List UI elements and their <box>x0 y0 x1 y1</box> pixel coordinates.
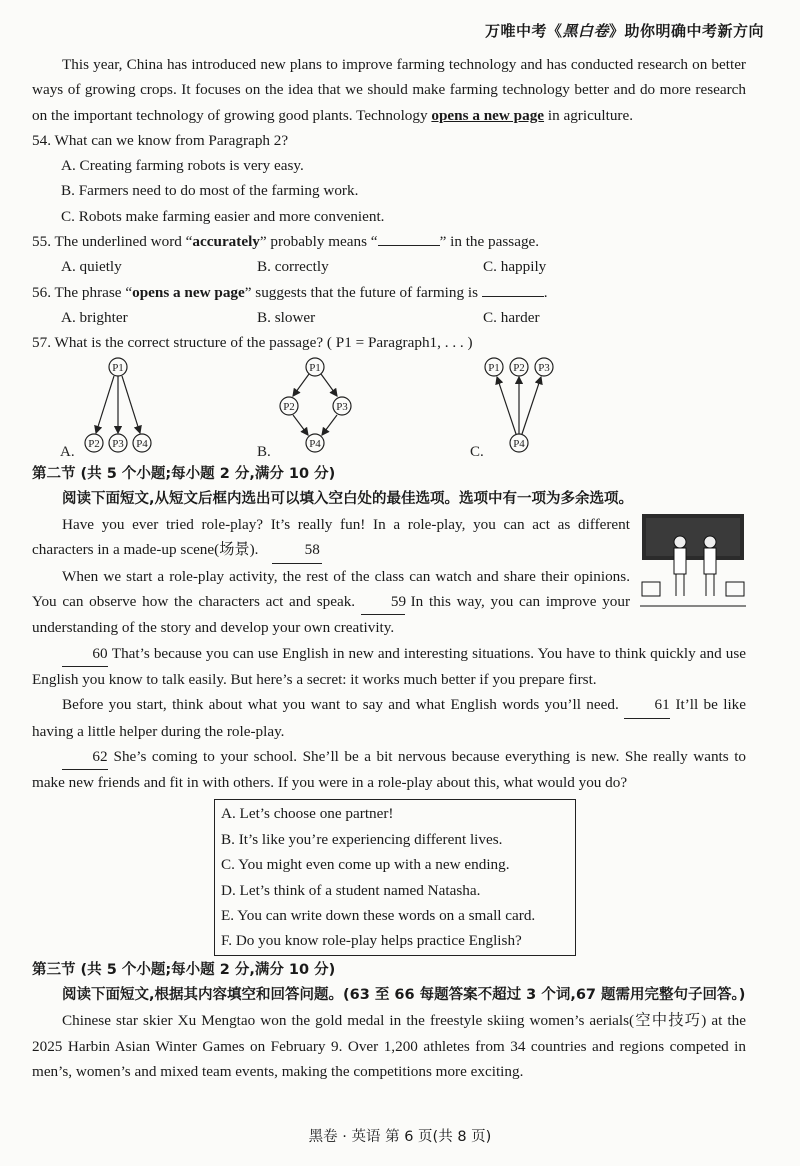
passage-2: Have you ever tried role-play? It’s really fun! In a role-play, you can act as different characters in a made-up scene(场景). 58 When we start a role-play activity, the rest of the class can watch and share their opinions. You can observe how the characters act and speak. 59 In this way, you can improve your understanding of the story and develop your own creativity. 60 That’s because you can use English in new and interesting situations. You have to think quickly and use English you know to talk easily. But here’s a secret: it works much better if you prepare first. Before you start, think about what you want to say and what English words you’ll need. 61 It’ll be like having a little helper during the role-play. 62 She’s coming to your school. She’ll be a bit nervous because everything is new. She really wants to make new friends and fit in with others. If you were in a role-play about this, what would you do? <box>32 512 746 795</box>
page-content <box>32 52 746 1084</box>
structure-svg <box>32 356 746 458</box>
option-f: F. Do you know role-play helps practice English? <box>221 932 522 950</box>
structure-diagrams <box>32 356 746 476</box>
paragraph-2: This year, China has introduced new plans to improve farming technology and has conducted research on better ways of growing crops. It focuses on the idea that we should make farming technology better and do more research on the important technology of growing good plants. Technology opens a new page in agriculture. <box>32 56 746 124</box>
underlined-phrase: opens a new page <box>431 106 545 124</box>
svg-text:P1: P1 <box>112 361 124 374</box>
option-e: E. You can write down these words on a small card. <box>221 907 536 925</box>
option-b: B. It’s like you’re experiencing different lives. <box>221 830 503 848</box>
svg-text:P2: P2 <box>283 400 295 413</box>
role-play-illustration <box>640 512 746 610</box>
blank-58: 58 <box>272 537 322 563</box>
blank-59: 59 <box>361 589 405 615</box>
option-54-b: B. Farmers need to do most of the farming work. <box>61 182 359 200</box>
option-d: D. Let’s think of a student named Natasha. <box>221 881 481 899</box>
svg-text:P3: P3 <box>538 361 550 374</box>
blank-61: 61 <box>624 692 670 718</box>
diagram-a-label: A. <box>60 443 75 458</box>
page-footer: 黑卷 · 英语 第 6 页(共 8 页) <box>308 1129 492 1145</box>
diagram-b-label: B. <box>257 443 271 458</box>
question-55: 55. The underlined word “accurately” probably means “ ” in the passage. A. quietly B. correctly C. happily <box>32 233 547 276</box>
svg-text:P2: P2 <box>513 361 525 374</box>
blank-62: 62 <box>62 744 108 770</box>
diagram-c-label: C. <box>470 443 484 458</box>
blank-60: 60 <box>62 641 108 667</box>
diagram-a <box>85 358 151 452</box>
svg-text:P3: P3 <box>336 400 348 413</box>
diagram-c <box>485 358 553 452</box>
header-prefix: 万唯中考《 <box>484 22 563 40</box>
option-c: C. You might even come up with a new ending. <box>221 856 510 874</box>
svg-text:P2: P2 <box>88 437 100 450</box>
svg-text:P4: P4 <box>136 437 148 450</box>
section-3-instructions: 阅读下面短文,根据其内容填空和回答问题。(63 至 66 每题答案不超过 3 个词,67 题需用完整句子回答。) <box>62 987 746 1004</box>
question-57: 57. What is the correct structure of the passage? ( P1 = Paragraph1, . . . ) A. P1 P2 P3 P4 B. P1 P2 P3 P4 C. P1 P2 P3 P4 <box>32 330 746 475</box>
section-2-instructions: 阅读下面短文,从短文后框内选出可以填入空白处的最佳选项。选项中有一项为多余选项。 <box>62 490 634 507</box>
svg-text:P4: P4 <box>309 437 321 450</box>
svg-text:P1: P1 <box>309 361 321 374</box>
question-54: 54. What can we know from Paragraph 2? A. Creating farming robots is very easy. B. Farmers need to do most of the farming work. C. Robots make farming easier and more convenient. <box>32 128 746 229</box>
header-brand: 黑白卷 <box>562 22 609 40</box>
options-box <box>214 799 576 955</box>
svg-text:P3: P3 <box>112 437 124 450</box>
svg-text:P4: P4 <box>513 437 525 450</box>
answer-blank <box>482 296 544 297</box>
option-54-a: A. Creating farming robots is very easy. <box>61 157 304 175</box>
passage-3: Chinese star skier Xu Mengtao won the gold medal in the freestyle skiing women’s aerials(空中技巧) at the 2025 Harbin Asian Winter Games on February 9. Over 1,200 athletes from 34 countries and regions competed in men’s, women’s and mixed team events, making the competitions more exciting. <box>32 1012 746 1081</box>
option-a: A. Let’s choose one partner! <box>221 805 394 823</box>
svg-text:P1: P1 <box>488 361 500 374</box>
diagram-b <box>280 358 351 452</box>
page-header <box>485 20 764 41</box>
option-54-c: C. Robots make farming easier and more convenient. <box>61 207 385 225</box>
section-3-title: 第三节 (共 5 个小题;每小题 2 分,满分 10 分) <box>32 961 336 978</box>
question-56: 56. The phrase “opens a new page” suggests that the future of farming is . A. brighter B. slower C. harder <box>32 283 548 326</box>
header-suffix: 》助你明确中考新方向 <box>608 22 764 40</box>
answer-blank <box>378 245 440 246</box>
section-2-title: 第二节 (共 5 个小题;每小题 2 分,满分 10 分) <box>32 465 336 482</box>
